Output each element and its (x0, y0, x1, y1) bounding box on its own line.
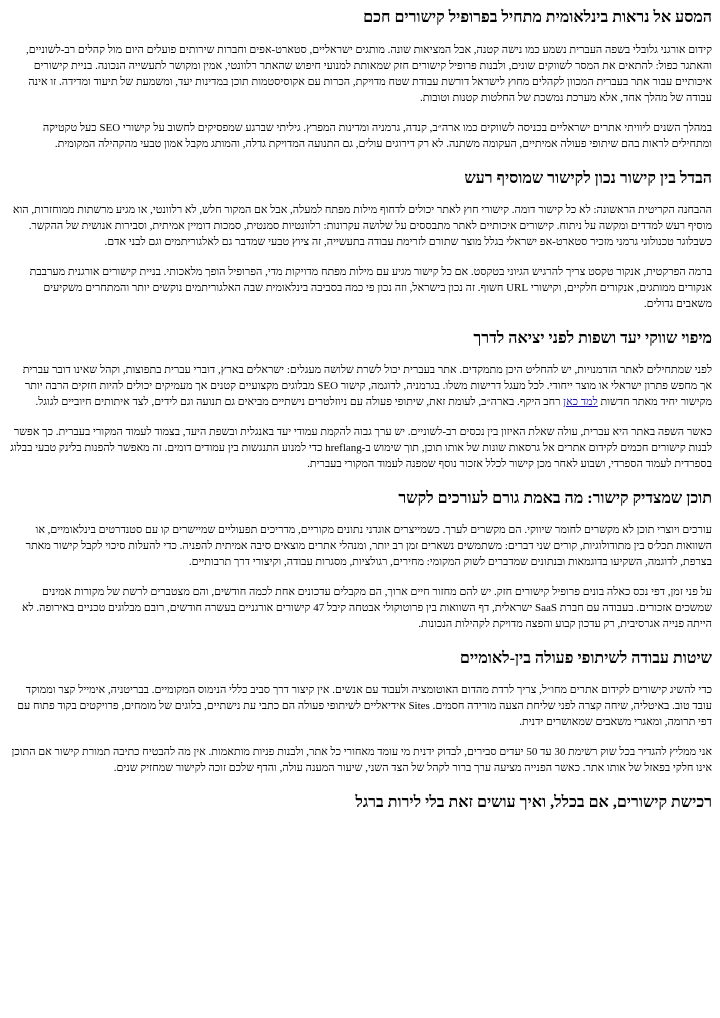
intro-paragraph: קידום אורגני גלובלי בשפה העברית נשמע כמו נישה קטנה, אבל המציאות שונה. מותגים ישראליים, סטארט-אפים וחברות שירותים פועלים היום מול קהלים רב-לשוניים, והאתגר כפול: להתאים את המסר לשווקים שונים, ולבנות פרופיל קישורים חזק שמאותת למנועי חיפוש שהאתר רלוונטי, אמין ומקושר לתעשייה הנכונה. בניית קישורים איכותיים עבור אתר בעברית המכוון לקהלים מחוץ לישראל דורשת עבודת שטח מדויקת, הכרות עם אקוסיסטמות תוכן במדינות יעד, ומשמעת של תיעוד ומדידה. זו אינה עבודה של מהלך אחד, אלא מערכת נמשכת של החלטות קטנות וטובות. (26, 44, 712, 104)
section-paragraph: כדי להשיג קישורים לקידום אתרים מחו״ל, צריך לרדת מהדום האוטומציה ולעבוד עם אנשים. אין קיצור דרך סביב כללי הנימוס המקומיים. בבריטניה, אימייל קצר וממוקד עובד טוב. באיטליה, שיחה קצרה לפני שליחת הצעה מורידה חסמים. Sites אידיאליים לשיתופי פעולה הם כתבי עת נישתיים, בלוגים של מומחים, פרויקטים בקוד פתוח עם דפי תרומה, ומאגרי משאבים שמאושרים ידנית. (17, 684, 712, 728)
section-paragraph: כאשר השפה באתר היא עברית, עולה שאלת האיזון בין נכסים רב-לשוניים. יש ערך גבוה להקמת עמודי יעד באנגלית ובשפת היעד, בצמוד לעמוד המקורי בעברית. כך אפשר לבנות קישורים חכמים לקידום אתרים אל גרסאות שונות של אותו תוכן, תוך שימוש ב-hreflang כדי למנוע התנגשות בין עמודים דומים. זה מאפשר להפנות בלינק טבעי בבלוג בספרדית לעמוד הספרדי, ושבוע לאחר מכן קישור לכלל אזכור נוסף שמפנה לעמוד המקורי בעברית. (10, 426, 712, 470)
section-heading: מיפוי שווקי יעד ושפות לפני יציאה לדרך (473, 330, 712, 347)
section-heading: שיטות עבודה לשיתופי פעולה בין-לאומיים (459, 650, 712, 667)
article-title: המסע אל נראות בינלאומית מתחיל בפרופיל קישורים חכם (363, 9, 712, 26)
section-paragraph: ברמה הפרקטית, אנקור טקסט צריך להרגיש הגיוני בטקסט. אם כל קישור מגיע עם מילות מפתח מדויקות מדי, הפרופיל הופך מלאכותי. בניית קישורים אורגנית מערבבת אנקורים ממותגים, אנקורים חלקיים, וקישורי URL חשוף. זה נכון בישראל, וזה נכון פי כמה בסביבה בינלאומית שבה האלגוריתמים נוקשים יותר והמתחרים משקיעים משאבים גדולים. (29, 266, 712, 310)
paragraph-text: לפני שמתחילים לאתר הזדמנויות, יש להחליט היכן מתמקדים. אתר בעברית יכול לשרת שלושה מעגלים: ישראלים בארץ, דוברי עברית בתפוצות, וקהל שאינו דובר עברית אך מחפש פתרון ישראלי או מוצר ייחודי. לכל מעגל דרישות משלו. בגרמניה, לדוגמה, קישור SEO מבלוגים מקצועיים קטנים אך מעמיקים יכולים להיות חזקים הרבה יותר מקישור יחיד מאתר חדשות (22, 364, 712, 408)
paragraph-text: רחב היקף. בארה״ב, לעומת זאת, שיתופי פעולה עם ניוזלטרים נישתיים מביאים גם תנועה וגם לידים, לצד איתותים חיוביים לגוגל. (35, 396, 561, 408)
section-paragraph: על פני זמן, דפי נכס כאלה בונים פרופיל קישורים חזק. יש להם מחזור חיים ארוך, הם מקבלים עדכונים אחת לכמה חודשים, והם מצטברים לרשת של מקורות אמינים שמשכים אזכורים. בעבודה עם חברת SaaS ישראלית, דף השוואות בין פרוטוקולי אבטחה קיבל 47 קישורים אורגניים בעשרה חודשים, רובם מבלוגים טכניים באירופה. לא הייתה פנייה אגרסיבית, רק עדכון קבוע והפצה מדויקת לקהילות הנכונות. (21, 586, 712, 630)
intro-paragraph: במהלך השנים ליוויתי אתרים ישראליים בכניסה לשווקים כמו ארה״ב, קנדה, גרמניה ומדינות המפרץ. גיליתי שברגע שמפסיקים לחשוב על קישורי SEO כעל טקטיקה ומתחילים לראות בהם שיתופי פעולה אמיתיים, העקומה משתנה. לא רק דירוגים עולים, גם התנועה המדויקת גדלה, והמותג מקבל אמון טבעי מהקהילה המקומית. (42, 122, 712, 150)
section-paragraph: אני ממליץ להגדיר בכל שוק רשימת 30 עד 50 יעדים סבירים, לבדוק ידנית מי עומד מאחורי כל אתר, ולבנות פניות מותאמות. אין מה להבטיח כתיבה תמורת קישור אם התוכן אינו חלקי בפאזל של אותו אתר. כאשר הפנייה מציעה ערך ברור לקהל של הצד השני, שיעור המענה עולה, והדף שלכם זוכה לקישור שמחזיק שנים. (11, 746, 712, 774)
section-heading: תוכן שמצדיק קישור: מה באמת גורם לעורכים לקשר (398, 490, 712, 507)
section-paragraph: ההבחנה הקריטית הראשונה: לא כל קישור דומה. קישורי חוץ לאתר יכולים לדחוף מילות מפתח למעלה, אבל אם המקור חלש, לא רלוונטי, או מגיע מרשתות ממוחזרות, הוא מוסיף רעש למדדים ומקשה על ניתוח. קישורים איכותיים לאתר מתבססים על שלושה עקרונות: רלוונטיות סמנטית, סמכות דומיין אמיתית, וסבירות אנושית של ההקשר. כשבלוגר טכנולוגי גרמני מזכיר סטארט-אפ ישראלי בגלל מוצר שתורם לזרימת עבודה בתעשייה, זה ציוץ טבעי שמדבר גם לאלגוריתמים וגם לבני אדם. (12, 204, 712, 248)
section-paragraph: עורכים ויוצרי תוכן לא מקשרים לחומר שיווקי. הם מקשרים לערך. כשמייצרים אוגדני נתונים מקוריים, מדריכים תפעוליים שמיישרים קו עם סטנדרטים בינלאומיים, או השוואות תכל׳ס בין מתודולוגיות, קורים שני דברים: משתמשים נשארים זמן רב יותר, ומנהלי אתרים מוצאים סיבה אמיתית להפניה. כדי להעלות סיכוי לקבל קישור מאתר בצרפת, לדוגמה, השקיעו בדוגמאות ובנתונים שמדברים לשוק המקומי: מחירים, רגולציות, מסגרות עבודה, וקיצורי דרך תרבותיים. (25, 524, 712, 568)
section-paragraph (10, 362, 712, 410)
learn-here-link[interactable]: למד כאן (563, 396, 598, 408)
section-heading: רכישת קישורים, אם בכלל, ואיך עושים זאת בלי לירות ברגל (355, 794, 712, 811)
section-heading: הבדל בין קישור נכון לקישור שמוסיף רעש (464, 170, 712, 187)
